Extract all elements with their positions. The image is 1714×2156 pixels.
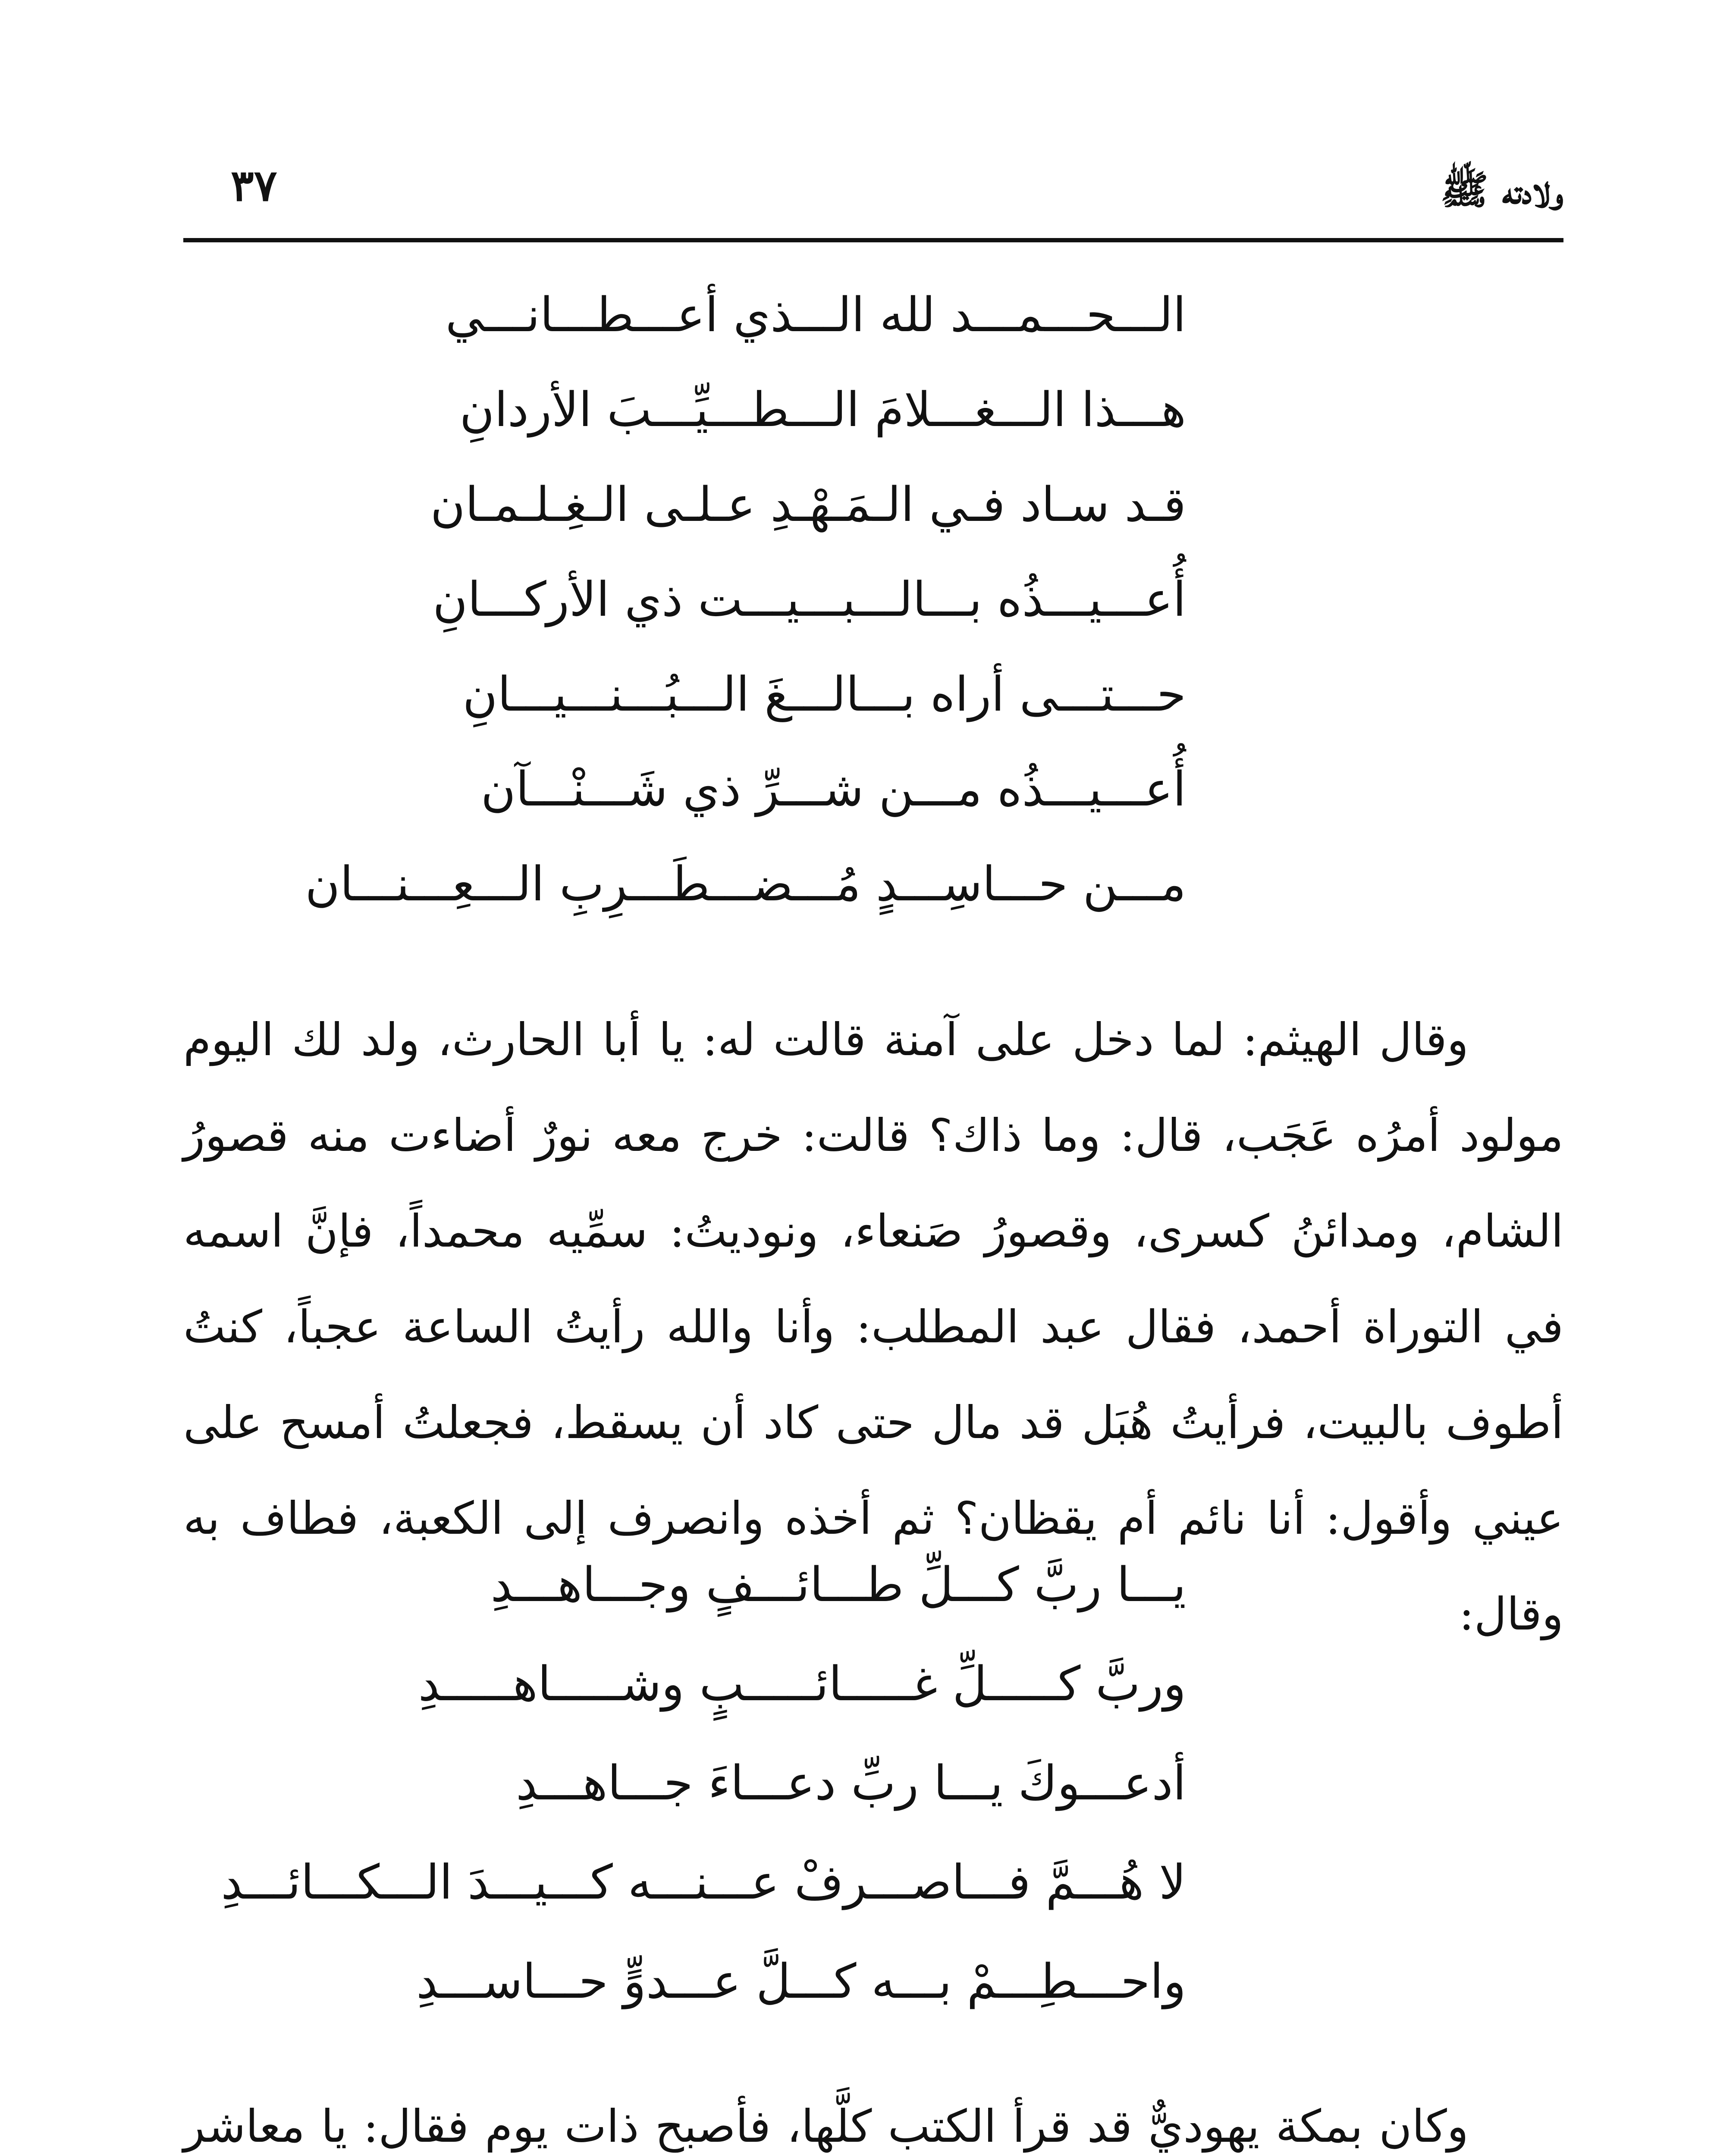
poem-line: هـــذا الـــغـــلامَ الـــطـــيِّـــبَ الأردانِ bbox=[459, 382, 1186, 437]
poem-line: حـــتـــى أراه بـــالـــغَ الـــبُـــنـــيـــانِ bbox=[462, 667, 1186, 722]
running-head: ولادته ﷺ bbox=[1440, 166, 1563, 213]
page-number: ٣٧ bbox=[231, 160, 277, 211]
poem-line: وربَّ كـــــلِّ غـــــائـــــبٍ وشـــــاهـــــدِ bbox=[418, 1656, 1186, 1711]
poem-line: لا هُـــمَّ فـــاصـــرفْ عـــنـــه كـــيـــدَ الـــكـــائـــدِ bbox=[221, 1855, 1186, 1910]
page-header bbox=[183, 160, 1563, 216]
poem-line: أُعـــيـــذُه مـــن شـــرِّ ذي شَـــنْـــآن bbox=[481, 761, 1186, 817]
poem-2 bbox=[221, 1535, 1186, 2031]
body-paragraph: وكان بمكة يهوديٌّ قد قرأ الكتب كلَّها، فأصبح ذات يوم فقال: يا معاشر bbox=[183, 2100, 1469, 2153]
poem-line: يـــا ربَّ كـــلِّ طـــائـــفٍ وجـــاهـــدِ bbox=[490, 1557, 1186, 1612]
poem-line: قـد سـاد فـي الـمَـهْـدِ عـلـى الـغِـلـمـان bbox=[430, 477, 1186, 532]
poem-line: واحـــطِـــمْ بـــه كـــلَّ عـــدوٍّ حـــاســـدِ bbox=[416, 1954, 1186, 2009]
poem-line: الـــحـــمـــد لله الـــذي أعـــطـــانـــي bbox=[445, 287, 1186, 342]
poem-line: أُعـــيـــذُه بـــالـــبـــيـــت ذي الأركـــانِ bbox=[433, 572, 1186, 627]
body-paragraph: وقال الهيثم: لما دخل على آمنة قالت له: يا أبا الحارث، ولد لك اليوم مولود أمرُه عَجَب، قال: وما ذاك؟ قالت: خرج معه نورٌ أضاءت منه قصورُ الشام، ومدائنُ كسرى، وقصورُ صَنعاء، ونوديتُ: سمِّيه محمداً، فإنَّ اسمه في التوراة أحمد، فقال عبد المطلب: وأنا والله رأيتُ الساعة عجباً، كنتُ أطوف بالبيت، فرأيتُ هُبَل قد مال حتى كاد أن يسقط، فجعلتُ أمسح على عيني وأقول: أنا نائم أم يقظان؟ ثم أخذه وانصرف إلى الكعبة، فطاف به وقال: bbox=[183, 1013, 1564, 1640]
header-rule bbox=[183, 238, 1563, 242]
poem-line: مـــن حـــاسِـــدٍ مُـــضـــطَـــرِبِ الـــعِـــنـــان bbox=[305, 856, 1186, 912]
poem-1 bbox=[305, 267, 1186, 931]
poem-line: أدعـــوكَ يـــا ربِّ دعـــاءَ جـــاهـــدِ bbox=[516, 1755, 1186, 1811]
